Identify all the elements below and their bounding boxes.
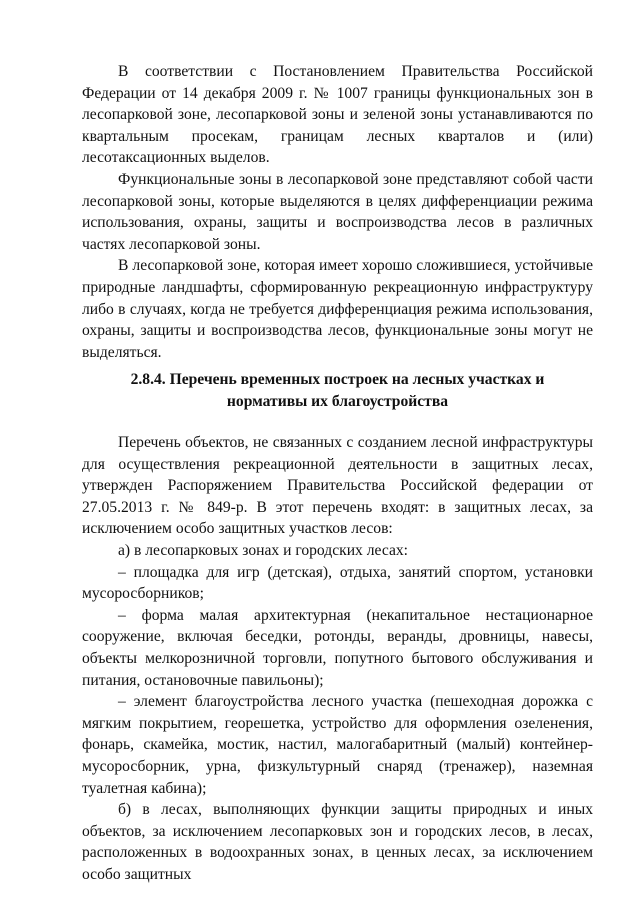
section-heading [82, 369, 593, 412]
paragraph-boundaries: В соответствии с Постановлением Правительства Российской Федерации от 14 декабря 2009 г. № 1007 границы функциональных зон в лесопарковой зоне, лесопарковой зоны и зеленой зоны устанавливаются по квартальным просекам, границам лесных кварталов и (или) лесотаксационных выделов. [82, 63, 593, 167]
section-heading-line1: 2.8.4. Перечень временных построек на лесных участках и [130, 371, 545, 388]
paragraph-no-zoning: В лесопарковой зоне, которая имеет хорошо сложившиеся, устойчивые природные ландшафты, сформированную рекреационную инфраструктуру либо в случаях, когда не требуется дифференциация режима использования, охраны, защиты и воспроизводства лесов, функциональные зоны могут не выделяться. [82, 257, 593, 361]
list-item-a: а) в лесопарковых зонах и городских лесах: [118, 541, 409, 559]
list-item-small-architecture: – форма малая архитектурная (некапитальное нестационарное сооружение, включая беседки, ротонды, веранды, дровницы, навесы, объекты мелкорозничной торговли, попутного бытового обслуживания и питания, остановочные павильоны); [82, 606, 593, 689]
list-item-landscaping-element: – элемент благоустройства лесного участка (пешеходная дорожка с мягким покрытием, георешетка, устройство для оформления озеленения, фонарь, скамейка, мостик, настил, малогабаритный (малый) контейнер-мусоросборник, урна, физкультурный снаряд (тренажер), наземная туалетная кабина); [82, 693, 593, 797]
objects-list-section [82, 432, 593, 885]
paragraph-objects-list-intro: Перечень объектов, не связанных с созданием лесной инфраструктуры для осуществления рекреационной деятельности в защитных лесах, утвержден Распоряжением Правительства Российской федерации от 27.05.2013 г. № 849-р. В этот перечень входят: в защитных лесах, за исключением особо защитных участков лесов: [82, 434, 593, 538]
list-item-b: б) в лесах, выполняющих функции защиты природных и иных объектов, за исключением лесопарковых зон и городских лесов, в лесах, расположенных в водоохранных зонах, в ценных лесах, за исключением особо защитных [82, 801, 593, 883]
paragraph-functional-zones: Функциональные зоны в лесопарковой зоне представляют собой части лесопарковой зоны, которые выделяются в целях дифференциации режима использования, охраны, защиты и воспроизводства лесов в различных частях лесопарковой зоны. [82, 170, 593, 253]
intro-section [82, 61, 593, 363]
list-item-playground: – площадка для игр (детская), отдыха, занятий спортом, установки мусоросборников; [82, 563, 593, 603]
section-heading-line2: нормативы их благоустройства [226, 392, 449, 410]
